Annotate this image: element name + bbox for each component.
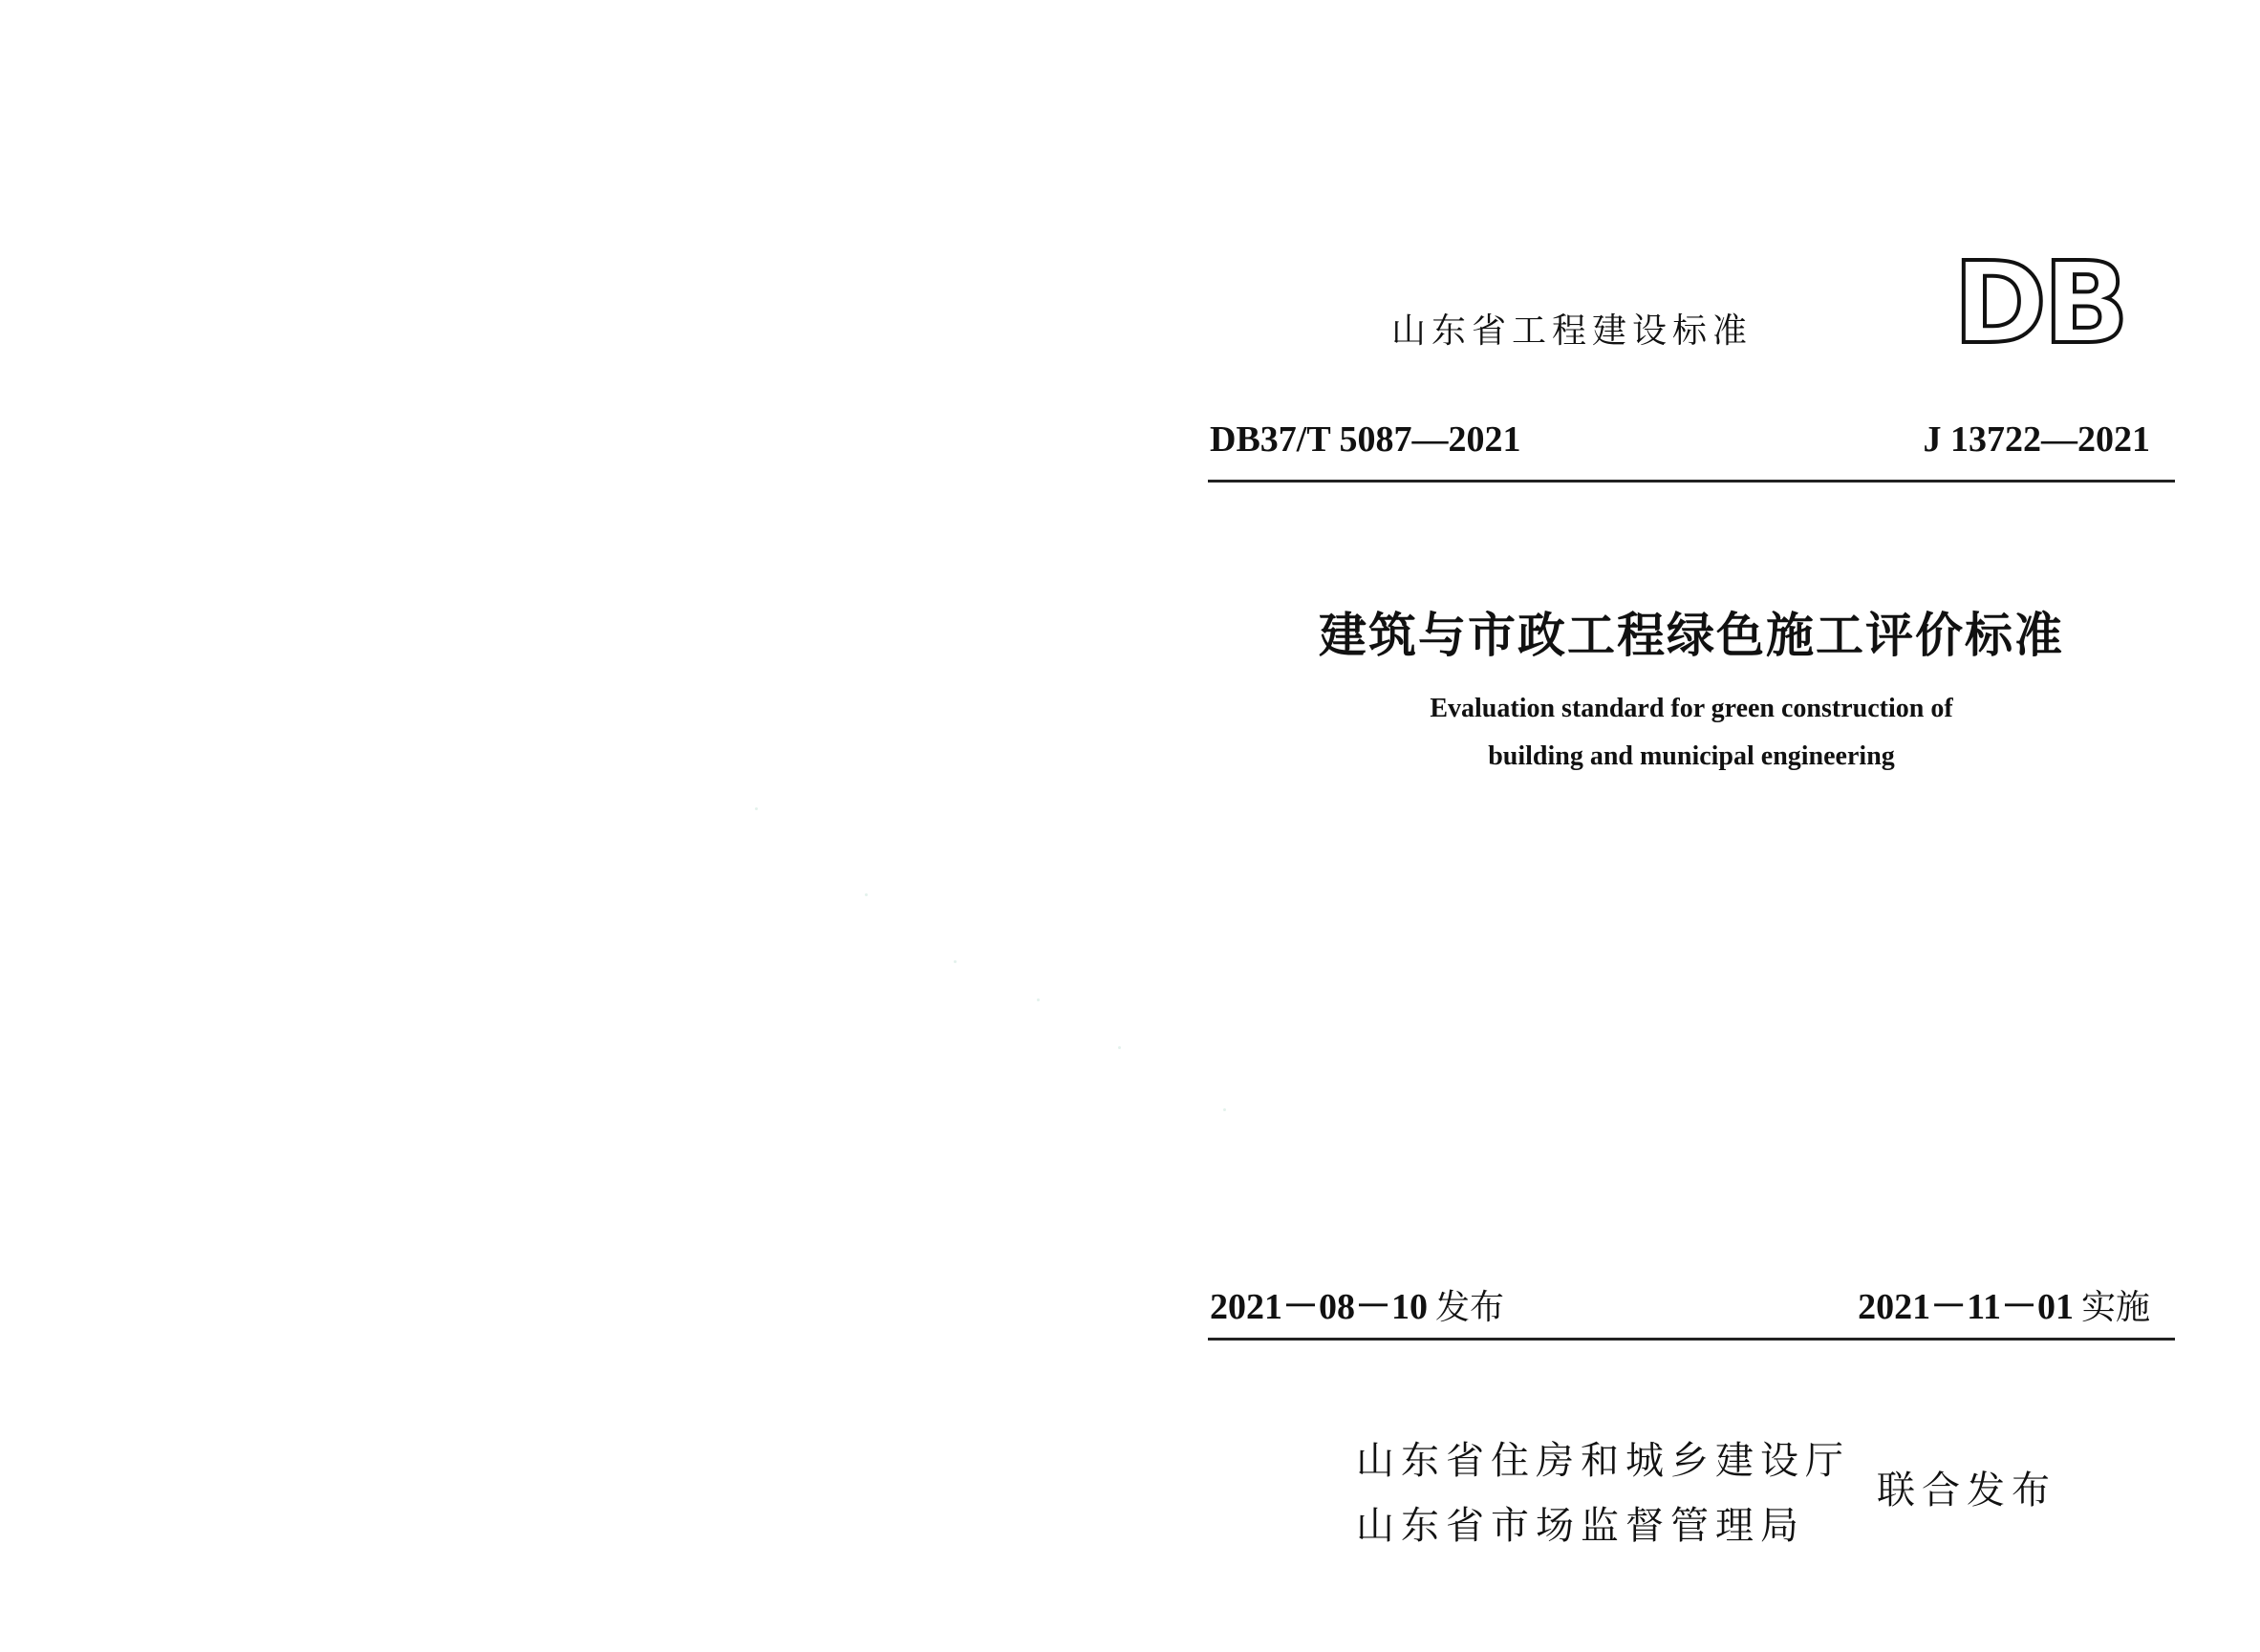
cover-page — [1208, 0, 2175, 1652]
title-chinese: 建筑与市政工程绿色施工评价标准 — [1319, 607, 2064, 663]
code-row — [1208, 418, 2175, 483]
effective-label: 实施 — [2080, 1288, 2150, 1327]
effective-date-block — [1858, 1277, 2150, 1329]
record-code: J 13722—2021 — [1923, 419, 2150, 460]
db-logo-text: DB — [1953, 250, 2125, 350]
paper-speck — [1037, 998, 1040, 1001]
title-english-line-2: building and municipal engineering — [1488, 741, 1895, 771]
paper-speck — [865, 893, 868, 896]
paper-speck — [755, 807, 758, 810]
effective-date: 2021－11－01 — [1858, 1287, 2074, 1327]
date-row — [1208, 1277, 2175, 1341]
issuer-1: 山东省住房和城乡建设厅 — [1356, 1439, 1850, 1483]
standard-series-label: 山东省工程建设标准 — [1391, 311, 1754, 351]
issuing-authorities — [1356, 1428, 1850, 1558]
issue-date-block — [1210, 1277, 1504, 1329]
issue-date: 2021－08－10 — [1210, 1287, 1429, 1327]
issue-label: 发布 — [1435, 1288, 1505, 1327]
joint-release-label: 联合发布 — [1877, 1469, 2056, 1513]
standard-code: DB37/T 5087—2021 — [1210, 419, 1521, 460]
paper-speck — [954, 960, 957, 963]
paper-speck — [1118, 1046, 1121, 1049]
issuer-2: 山东省市场监督管理局 — [1356, 1504, 1805, 1548]
title-english-line-1: Evaluation standard for green construction of — [1430, 694, 1953, 723]
db-logo — [1949, 250, 2152, 350]
